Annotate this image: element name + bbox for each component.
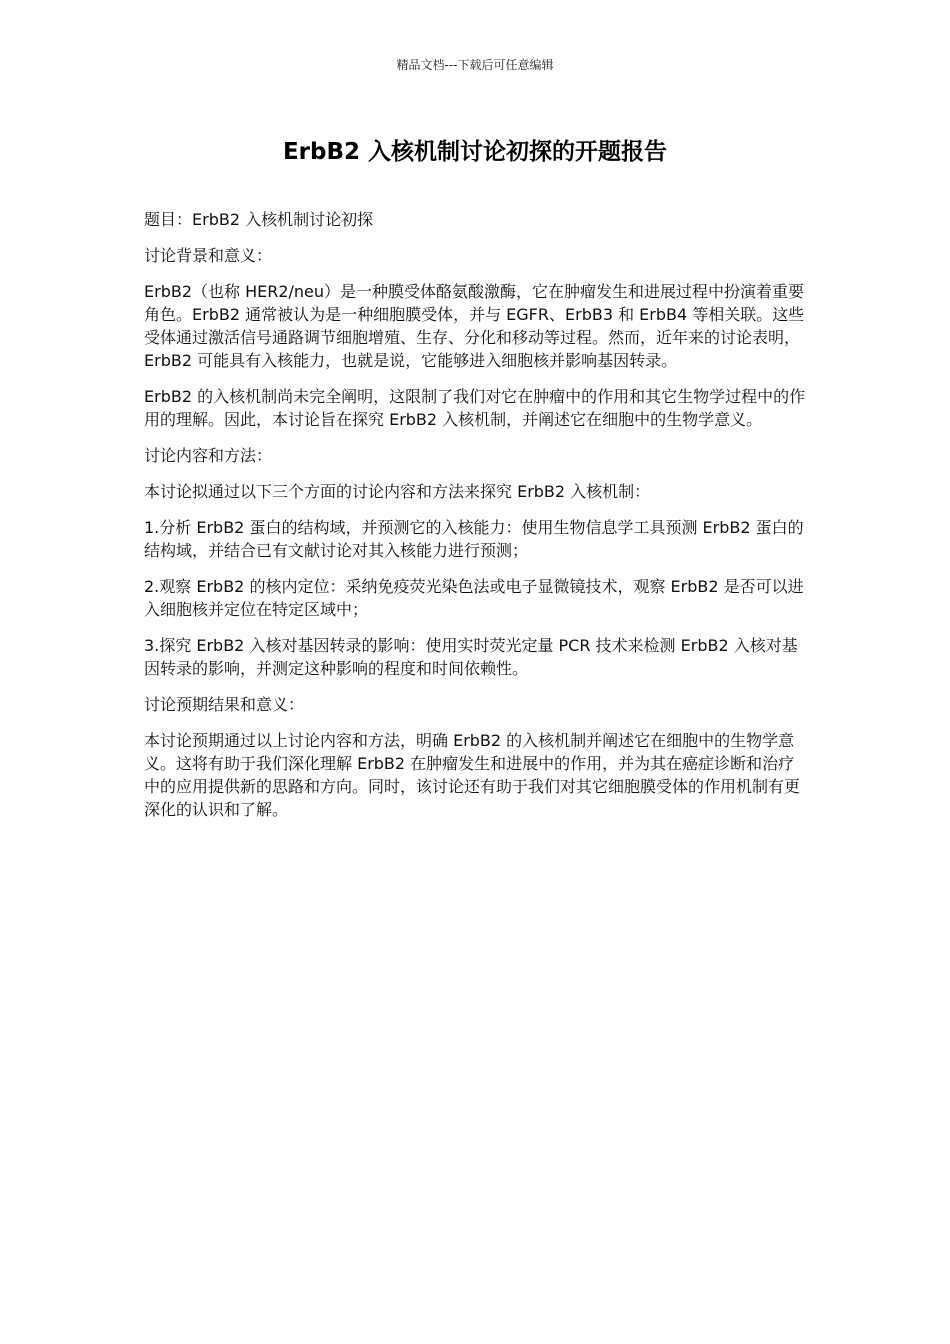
background-paragraph-2: ErbB2 的入核机制尚未完全阐明，这限制了我们对它在肿瘤中的作用和其它生物学过程中的作用的理解。因此，本讨论旨在探究 ErbB2 入核机制，并阐述它在细胞中的生物学意义。 [144,387,806,429]
method-item-1: 1.分析 ErbB2 蛋白的结构域，并预测它的入核能力：使用生物信息学工具预测 ErbB2 蛋白的结构域，并结合已有文献讨论对其入核能力进行预测； [144,518,804,560]
header-note: 精品文档---下载后可任意编辑 [396,58,554,72]
section-heading-background: 讨论背景和意义： [144,246,273,265]
method-item-3: 3.探究 ErbB2 入核对基因转录的影响：使用实时荧光定量 PCR 技术来检测 ErbB2 入核对基因转录的影响，并测定这种影响的程度和时间依赖性。 [144,636,798,678]
expected-results-paragraph: 本讨论预期通过以上讨论内容和方法，明确 ErbB2 的入核机制并阐述它在细胞中的生物学意义。这将有助于我们深化理解 ErbB2 在肿瘤发生和进展中的作用，并为其在癌症诊断和治疗中的应用提供新的思路和方向。同时，该讨论还有助于我们对其它细胞膜受体的作用机制有更深化的认识和了解。 [144,731,801,819]
section-heading-expected-results: 讨论预期结果和意义： [144,695,305,714]
document-title: ErbB2 入核机制讨论初探的开题报告 [282,139,668,165]
section-heading-methods: 讨论内容和方法： [144,446,273,465]
method-item-2: 2.观察 ErbB2 的核内定位：采纳免疫荧光染色法或电子显微镜技术，观察 ErbB2 是否可以进入细胞核并定位在特定区域中； [144,577,804,619]
document-body [144,208,808,834]
background-paragraph-1: ErbB2（也称 HER2/neu）是一种膜受体酪氨酸激酶，它在肿瘤发生和进展过程中扮演着重要角色。ErbB2 通常被认为是一种细胞膜受体，并与 EGFR、ErbB3 和 ErbB4 等相关联。这些受体通过激活信号通路调节细胞增殖、生存、分化和移动等过程。然而，近年来的讨论表明，ErbB2 可能具有入核能力，也就是说，它能够进入细胞核并影响基因转录。 [144,282,805,370]
topic-line: 题目：ErbB2 入核机制讨论初探 [144,210,374,229]
methods-intro: 本讨论拟通过以下三个方面的讨论内容和方法来探究 ErbB2 入核机制： [144,482,651,501]
